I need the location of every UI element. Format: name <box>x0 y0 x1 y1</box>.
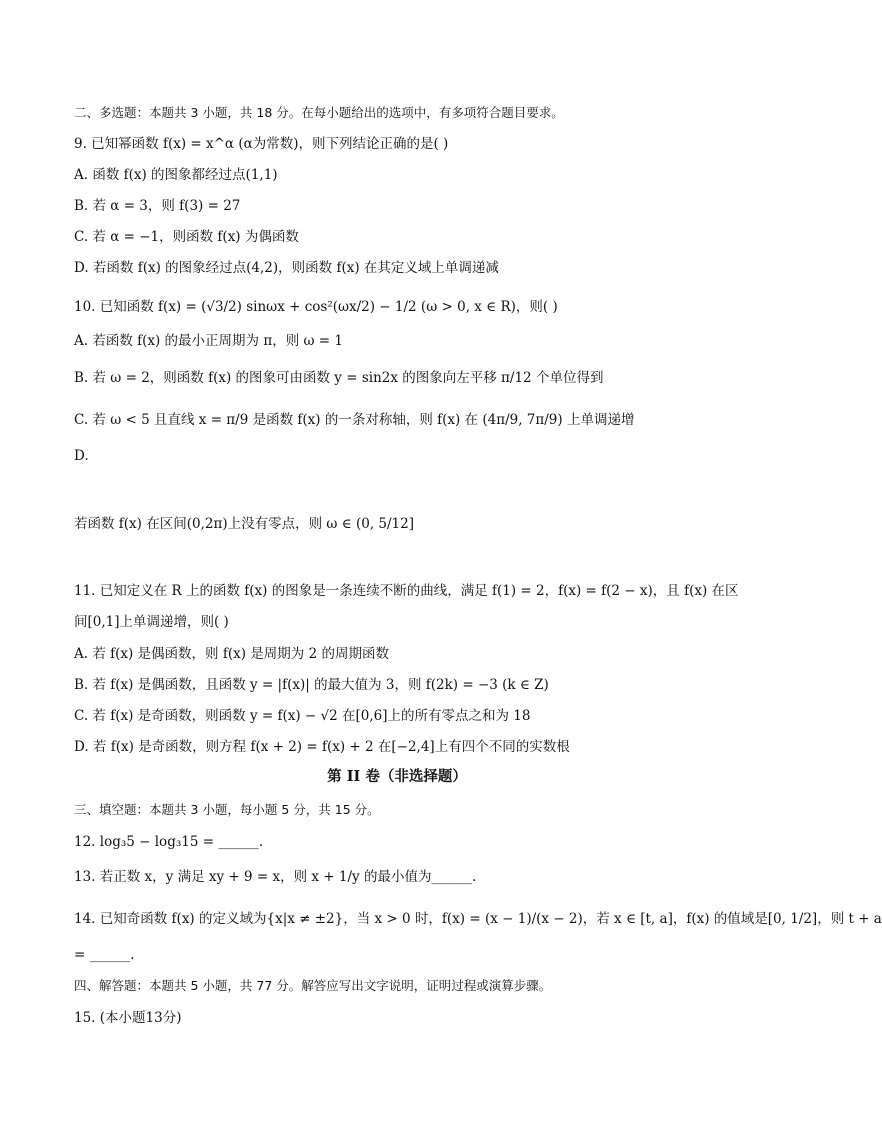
question-9-option-d: D. 若函数 f(x) 的图象经过点(4,2)，则函数 f(x) 在其定义域上单调递减 <box>74 260 499 276</box>
question-14-line1: 14. 已知奇函数 f(x) 的定义域为{x|x ≠ ±2}，当 x > 0 时，f(x) = (x − 1)/(x − 2)，若 x ∈ [t, a]，f(x) 的值域是[0, 1/2]，则 t + a <box>74 911 882 927</box>
question-11-option-b: B. 若 f(x) 是偶函数，且函数 y = |f(x)| 的最大值为 3，则 f(2k) = −3 (k ∈ Z) <box>74 677 549 693</box>
question-10-option-b: B. 若 ω = 2，则函数 f(x) 的图象可由函数 y = sin2x 的图象向左平移 π/12 个单位得到 <box>74 370 604 386</box>
question-9-option-c: C. 若 α = −1，则函数 f(x) 为偶函数 <box>74 229 299 245</box>
question-10-option-a: A. 若函数 f(x) 的最小正周期为 π，则 ω = 1 <box>74 333 344 349</box>
question-15-header: 15. (本小题13分) <box>74 1010 182 1026</box>
question-10-option-c: C. 若 ω < 5 且直线 x = π/9 是函数 f(x) 的一条对称轴，则 f(x) 在 (4π/9, 7π/9) 上单调递增 <box>74 412 635 428</box>
question-10-stem: 10. 已知函数 f(x) = (√3/2) sinωx + cos²(ωx/2) − 1/2 (ω > 0, x ∈ R)，则( ) <box>74 299 558 315</box>
question-11-option-a: A. 若 f(x) 是偶函数，则 f(x) 是周期为 2 的周期函数 <box>74 646 389 662</box>
question-9-stem: 9. 已知幂函数 f(x) = x^α (α为常数)，则下列结论正确的是( ) <box>74 136 449 152</box>
question-9-option-a: A. 函数 f(x) 的图象都经过点(1,1) <box>74 167 278 183</box>
section2-heading: 二、多选题：本题共 3 小题，共 18 分。在每小题给出的选项中，有多项符合题目要求。 <box>74 105 564 120</box>
question-11-option-d: D. 若 f(x) 是奇函数，则方程 f(x + 2) = f(x) + 2 在[−2,4]上有四个不同的实数根 <box>74 739 570 755</box>
question-9-option-b: B. 若 α = 3，则 f(3) = 27 <box>74 198 241 214</box>
question-11-stem-line1: 11. 已知定义在 R 上的函数 f(x) 的图象是一条连续不断的曲线，满足 f(1) = 2，f(x) = f(2 − x)，且 f(x) 在区 <box>74 583 739 599</box>
question-14-line2: = ______. <box>74 947 135 963</box>
section4-heading: 四、解答题：本题共 5 小题，共 77 分。解答应写出文字说明，证明过程或演算步骤。 <box>74 978 552 993</box>
question-12: 12. log₃5 − log₃15 = ______. <box>74 834 264 850</box>
question-13: 13. 若正数 x，y 满足 xy + 9 = x，则 x + 1/y 的最小值为______. <box>74 869 477 885</box>
question-11-stem-line2: 间[0,1]上单调递增，则( ) <box>74 614 229 630</box>
section3-heading: 三、填空题：本题共 3 小题，每小题 5 分，共 15 分。 <box>74 802 380 817</box>
question-10-option-d-text: 若函数 f(x) 在区间(0,2π)上没有零点，则 ω ∈ (0, 5/12] <box>74 516 414 532</box>
question-11-option-c: C. 若 f(x) 是奇函数，则函数 y = f(x) − √2 在[0,6]上的所有零点之和为 18 <box>74 708 531 724</box>
question-10-option-d-label: D. <box>74 448 89 464</box>
part2-title: 第 II 卷（非选择题） <box>327 768 467 785</box>
